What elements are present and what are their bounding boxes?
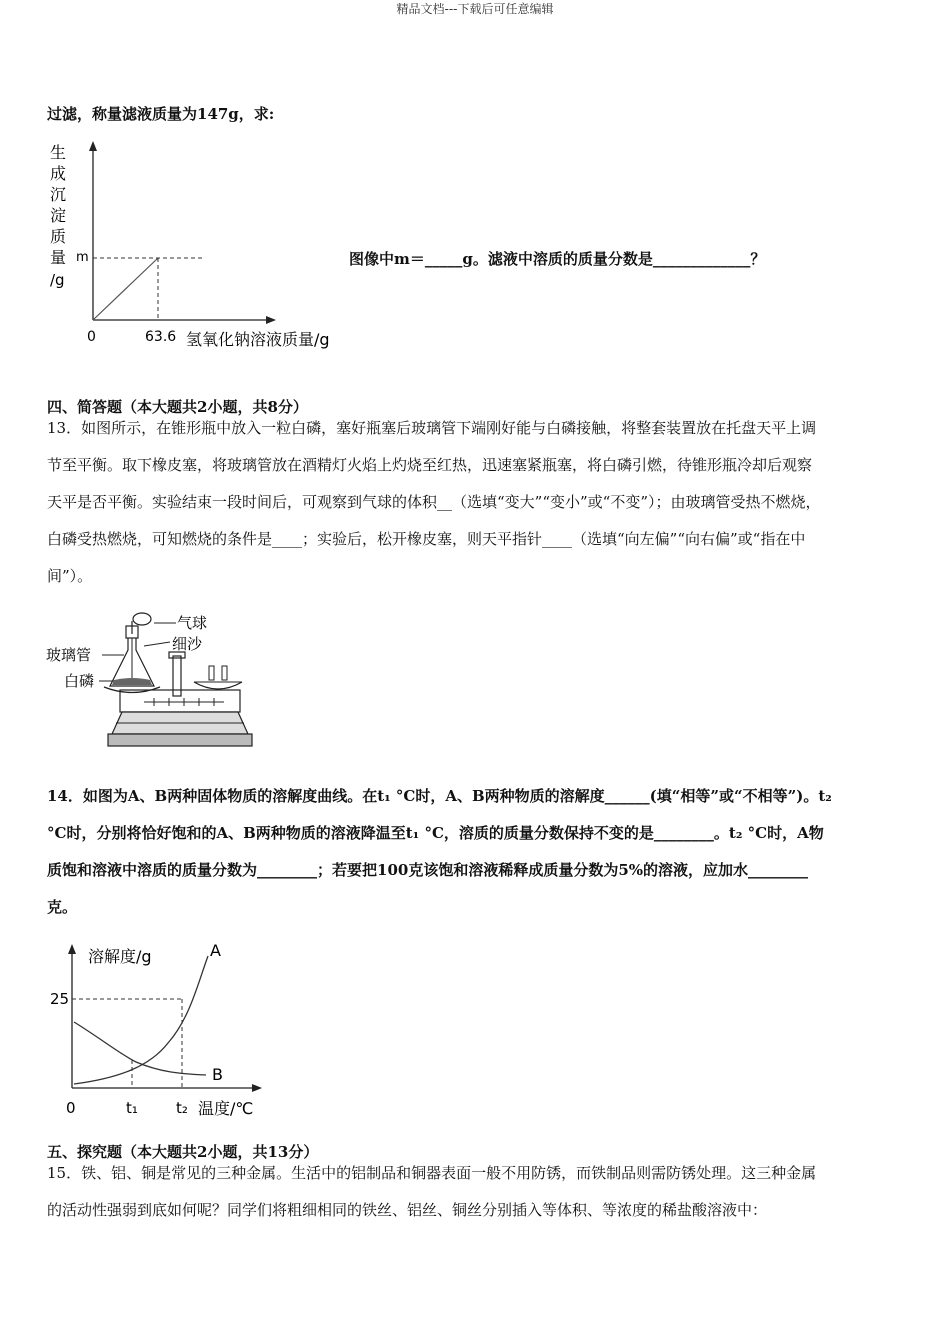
q12-x-arrow — [266, 316, 276, 324]
q12-question — [349, 248, 765, 269]
q14-t1: t₁ — [126, 1099, 138, 1117]
q12-xlabel: 氢氧化钠溶液质量/g — [186, 330, 330, 349]
q14-line: 14．如图为A、B两种固体物质的溶解度曲线。在t₁ °C时，A、B两种物质的溶解度______(填“相等”或“不相等”)。t₂ — [47, 787, 832, 805]
q12-precipitate-graph — [40, 138, 350, 358]
q14-line: °C时，分别将恰好饱和的A、B两种物质的溶液降温至t₁ °C，溶质的质量分数保持不变的是________。t₂ °C时，A物 — [47, 824, 824, 842]
q14-curve-b-label: B — [212, 1065, 223, 1084]
q13-line: 13．如图所示，在锥形瓶中放入一粒白磷，塞好瓶塞后玻璃管下端刚好能与白磷接触，将整套装置放在托盘天平上调 — [47, 419, 817, 437]
q12-ylabel-char: 沉 — [50, 185, 67, 204]
section4-title: 四、简答题（本大题共2小题，共8分） — [47, 398, 308, 416]
q14-origin: 0 — [66, 1099, 76, 1117]
q14-curve-b — [74, 1022, 206, 1075]
q14-xlabel: 温度/℃ — [198, 1099, 254, 1118]
q15-line: 的活动性强弱到底如何呢？同学们将粗细相同的铁丝、铝丝、铜丝分别插入等体积、等浓度的稀盐酸溶液中： — [47, 1201, 768, 1219]
q14-t2: t₂ — [176, 1099, 188, 1117]
q14-solubility-graph — [40, 938, 270, 1124]
q12-yunit: /g — [50, 271, 65, 289]
q13-label-balloon: 气球 — [177, 614, 208, 632]
page-header: 精品文档---下载后可任意编辑 — [396, 2, 554, 16]
q13-paragraph — [47, 410, 917, 595]
q12-question-text: 图像中m＝_____g。滤液中溶质的质量分数是_____________？ — [349, 250, 766, 268]
q12-x-tick: 63.6 — [145, 329, 177, 345]
q12-ylabel-char: 淀 — [50, 206, 67, 225]
q14-ylabel: 溶解度/g — [88, 947, 152, 966]
q12-origin: 0 — [87, 329, 96, 345]
q13-line: 间”）。 — [47, 567, 93, 585]
q14-line: 克。 — [47, 898, 78, 916]
q14-paragraph — [47, 778, 917, 926]
q12-m-label: m — [76, 250, 89, 265]
q13-balloon-icon — [133, 613, 151, 625]
q12-ylabel-char: 生 — [50, 143, 67, 162]
q13-line: 白磷受热燃烧，可知燃烧的条件是____；实验后，松开橡皮塞，则天平指针____（选填“向左偏”“向右偏”或“指在中 — [47, 530, 806, 548]
q14-y-tick: 25 — [50, 990, 70, 1008]
q13-line: 节至平衡。取下橡皮塞，将玻璃管放在酒精灯火焰上灼烧至红热，迅速塞紧瓶塞，将白磷引燃，待锥形瓶冷却后观察 — [47, 456, 813, 474]
q14-curve-a-label: A — [210, 941, 221, 960]
q13-label-phosphorus: 白磷 — [64, 672, 95, 690]
q12-lead: 过滤，称量滤液质量为147g，求: — [47, 105, 275, 123]
q15-paragraph — [47, 1155, 917, 1229]
q13-label-sand: 细沙 — [172, 635, 203, 653]
section5-title: 五、探究题（本大题共2小题，共13分） — [47, 1143, 319, 1161]
q12-ylabel-char: 量 — [50, 248, 67, 267]
q14-line: 质饱和溶液中溶质的质量分数为________；若要把100克该饱和溶液稀释成质量分数为5%的溶液，应加水________ — [47, 861, 809, 879]
q13-line: 天平是否平衡。实验结束一段时间后，可观察到气球的体积__（选填“变大”“变小”或“不变”）；由玻璃管受热不燃烧， — [47, 493, 821, 511]
q12-precipitate-line — [93, 258, 158, 320]
q15-line: 15．铁、铝、铜是常见的三种金属。生活中的铝制品和铜器表面一般不用防锈，而铁制品则需防锈处理。这三种金属 — [47, 1164, 817, 1182]
q12-y-arrow — [89, 141, 97, 151]
q13-label-tube: 玻璃管 — [46, 646, 92, 664]
q14-curve-a — [74, 956, 208, 1084]
q13-balance-apparatus — [44, 606, 254, 752]
q12-ylabel-char: 质 — [50, 227, 67, 246]
q12-ylabel-char: 成 — [50, 164, 67, 183]
